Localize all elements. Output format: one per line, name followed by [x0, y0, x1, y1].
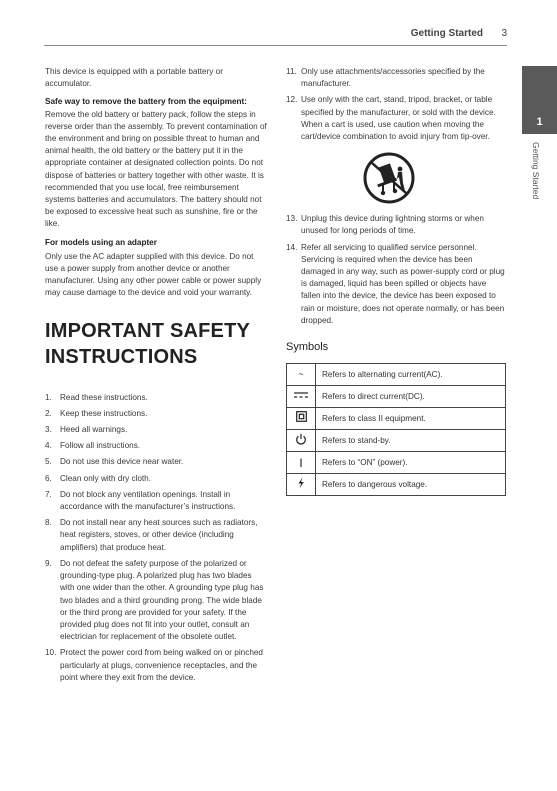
standby-icon: [295, 433, 307, 445]
item-number: 6.: [45, 473, 52, 483]
symbol-cell: [287, 408, 316, 430]
list-item: [45, 489, 267, 513]
item-number: 1.: [45, 392, 52, 402]
item-text: Protect the power cord from being walked on or pinched particularly at plugs, convenience receptacles, and the point where they exit from the device.: [60, 648, 263, 682]
item-text: Use only with the cart, stand, tripod, bracket, or table specified by the manufacturer, or sold with the device. When a cart is used, use caution when moving the cart/device combination to avoid injury from tip-over.: [301, 95, 496, 142]
item-text: Do not use this device near water.: [60, 457, 184, 467]
item-text: Unplug this device during lightning storms or when unused for long periods of time.: [301, 214, 484, 236]
symbol-description: Refers to “ON” (power).: [316, 452, 506, 474]
item-text: Do not defeat the safety purpose of the polarized or grounding-type plug. A polarized plug has two blades with one wider than the other. A grounding type plug has two blades and a third grounding prong. The wide blade or the third prong are provided for your safety. If the provided plug does not fit into your outlet, consult an electrician for replacement of the obsolete outlet.: [60, 558, 264, 642]
adapter-heading: For models using an adapter: [45, 237, 157, 247]
list-item: [286, 213, 508, 237]
symbol-cell: [287, 430, 316, 452]
list-item: [45, 647, 267, 684]
list-item: [45, 473, 267, 485]
header-rule: [44, 45, 507, 46]
ac-icon: ~: [298, 369, 304, 380]
item-number: 10.: [45, 648, 57, 658]
item-text: Read these instructions.: [60, 392, 148, 402]
cart-tip-over-warning-icon: [362, 151, 416, 205]
dc-icon: [293, 391, 309, 399]
list-item: [45, 456, 267, 468]
safety-list-right-a: [286, 66, 508, 143]
table-row: [287, 474, 506, 496]
power-on-icon: |: [299, 457, 303, 468]
list-item: [45, 440, 267, 452]
chapter-number-block: [522, 66, 557, 134]
item-number: 3.: [45, 425, 52, 435]
symbol-cell: [287, 452, 316, 474]
battery-intro: This device is equipped with a portable battery or accumulator.: [45, 67, 223, 89]
safety-list-right-b: [286, 213, 508, 327]
list-item: [45, 558, 267, 643]
header-title: Getting Started: [410, 28, 483, 39]
item-number: 11.: [286, 67, 297, 76]
chapter-number: 1: [536, 116, 543, 128]
item-text: Keep these instructions.: [60, 408, 148, 418]
list-item: [45, 408, 267, 420]
right-column: [286, 66, 508, 496]
list-item: [45, 517, 267, 554]
table-row: [287, 364, 506, 386]
item-number: 13.: [286, 214, 298, 224]
item-text: Only use attachments/accessories specified by the manufacturer.: [301, 67, 485, 89]
class-ii-icon: [296, 411, 307, 422]
symbol-description: Refers to stand-by.: [316, 430, 506, 452]
item-text: Heed all warnings.: [60, 425, 128, 435]
item-number: 7.: [45, 489, 52, 499]
safety-list-left: [45, 392, 267, 684]
chapter-side-tab: [522, 66, 557, 226]
list-item: [286, 94, 508, 143]
dangerous-voltage-icon: [296, 477, 306, 489]
battery-bold-lead: Safe way to remove the battery from the equipment:: [45, 97, 248, 107]
item-number: 5.: [45, 457, 52, 467]
item-text: Do not block any ventilation openings. Install in accordance with the manufacturer’s instructions.: [60, 489, 236, 512]
item-number: 8.: [45, 518, 52, 528]
symbol-cell: [287, 474, 316, 496]
chapter-label: Getting Started: [531, 142, 541, 200]
adapter-text: Only use the AC adapter supplied with this device. Do not use a power supply from another device or another manufacturer. Using any other power cable or power supply may cause damage to the device and void your warranty.: [45, 251, 262, 298]
item-text: Clean only with dry cloth.: [60, 473, 152, 483]
list-item: [286, 242, 508, 327]
item-number: 2.: [45, 408, 52, 418]
battery-paragraph: [45, 96, 267, 230]
symbol-cell: [287, 364, 316, 386]
symbol-description: Refers to dangerous voltage.: [316, 474, 506, 496]
safety-heading: IMPORTANT SAFETY INSTRUCTIONS: [45, 319, 250, 368]
table-row: [287, 408, 506, 430]
item-number: 9.: [45, 558, 52, 568]
symbols-heading: Symbols: [286, 341, 329, 354]
battery-text: Remove the old battery or battery pack, follow the steps in reverse order than the assembly. To prevent contamination of the environment and bring on possible threat to human and animal health, the old battery or the battery put it in the appropriate container at designated collection points. Do not dispose of batteries or battery together with other waste. It is recommended that you use local, free reimbursement systems batteries and accumulators. The battery should not be exposed to excessive heat such as sunshine, fire or the like.: [45, 109, 267, 229]
item-text: Follow all instructions.: [60, 441, 141, 451]
item-number: 12.: [286, 95, 298, 105]
item-text: Refer all servicing to qualified service personnel. Servicing is required when the device has been damaged in any way, such as power-supply cord or plug is damaged, liquid has been spilled or objects have fallen into the device, the device has been exposed to rain or moisture, does not operate normally, or has been dropped.: [301, 242, 505, 325]
page-number: 3: [501, 28, 507, 39]
symbol-description: Refers to alternating current(AC).: [316, 364, 506, 386]
item-number: 4.: [45, 441, 52, 451]
symbol-cell: [287, 386, 316, 408]
symbol-description: Refers to direct current(DC).: [316, 386, 506, 408]
table-row: [287, 452, 506, 474]
list-item: [45, 424, 267, 436]
list-item: [45, 392, 267, 404]
symbol-description: Refers to class II equipment.: [316, 408, 506, 430]
table-row: [287, 386, 506, 408]
list-item: [286, 66, 508, 90]
item-text: Do not install near any heat sources such as radiators, heat registers, stoves, or other device (including amplifiers) that produce heat.: [60, 518, 258, 552]
left-column: [45, 66, 267, 688]
symbols-table: [286, 363, 506, 496]
item-number: 14.: [286, 242, 298, 252]
table-row: [287, 430, 506, 452]
